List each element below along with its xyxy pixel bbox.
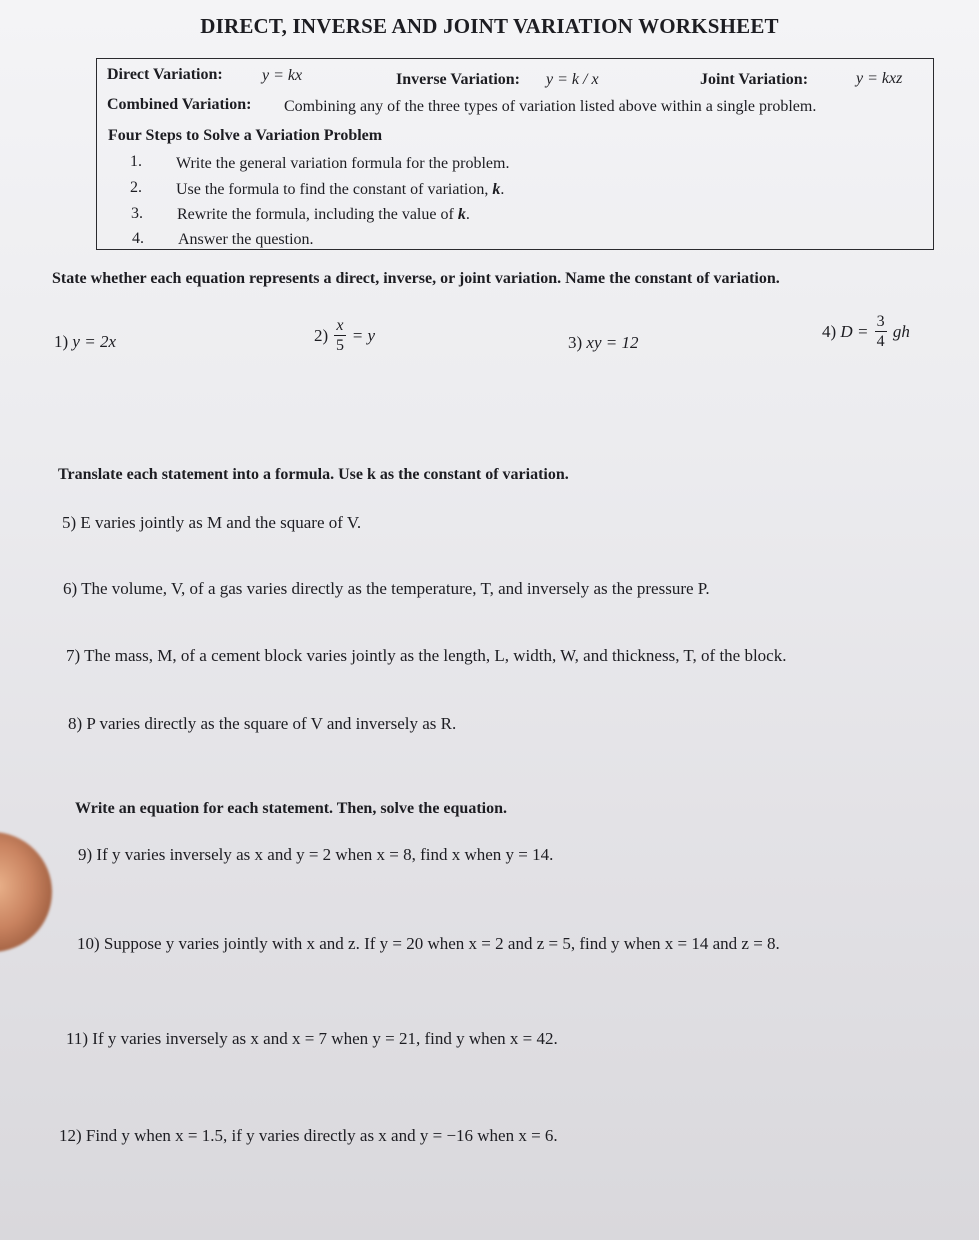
step-number: 1. [130, 153, 142, 170]
worksheet-title: DIRECT, INVERSE AND JOINT VARIATION WORKSHEET [200, 14, 779, 38]
inverse-variation-label: Inverse Variation: [396, 71, 520, 88]
question-10: 10) Suppose y varies jointly with x and z. If y = 20 when x = 2 and z = 5, find y when x = 14 and z = 8. [77, 934, 780, 953]
question-11: 11) If y varies inversely as x and x = 7 when y = 21, find y when x = 42. [66, 1029, 558, 1048]
section1-instruction: State whether each equation represents a direct, inverse, or joint variation. Name the constant of variation. [52, 270, 780, 287]
combined-variation-text: Combining any of the three types of variation listed above within a single problem. [284, 98, 817, 115]
direct-variation-label: Direct Variation: [107, 66, 223, 83]
direct-variation-formula: y = kx [262, 67, 303, 84]
step-text: Rewrite the formula, including the value of k. [177, 206, 470, 223]
step-text: Write the general variation formula for the problem. [176, 155, 510, 172]
combined-variation-label: Combined Variation: [107, 96, 252, 113]
question-4: 4) D = $\frac{3}{4}$ gh [822, 313, 910, 350]
question-6: 6) The volume, V, of a gas varies directly as the temperature, T, and inversely as the pressure P. [63, 579, 710, 598]
joint-variation-label: Joint Variation: [700, 71, 809, 88]
step-number: 3. [131, 205, 143, 222]
joint-variation-formula: y = kxz [856, 70, 903, 87]
step-number: 2. [130, 179, 142, 196]
question-8: 8) P varies directly as the square of V and inversely as R. [68, 714, 457, 733]
step-number: 4. [132, 230, 144, 247]
question-12: 12) Find y when x = 1.5, if y varies directly as x and y = −16 when x = 6. [59, 1126, 558, 1145]
inverse-variation-formula: y = k / x [546, 71, 599, 88]
question-7: 7) The mass, M, of a cement block varies jointly as the length, L, width, W, and thickness, T, of the block. [66, 646, 787, 665]
thumb-finger [0, 832, 52, 952]
section2-instruction: Translate each statement into a formula. Use k as the constant of variation. [58, 466, 569, 483]
step-text: Use the formula to find the constant of variation, k. [176, 181, 505, 198]
question-2: 2) $\frac{x}{5}$ = y [314, 317, 376, 354]
steps-heading: Four Steps to Solve a Variation Problem [108, 127, 383, 144]
question-5: 5) E varies jointly as M and the square of V. [62, 513, 362, 532]
question-1: 1) y = 2x [54, 332, 116, 351]
step-text: Answer the question. [178, 231, 314, 248]
question-9: 9) If y varies inversely as x and y = 2 when x = 8, find x when y = 14. [78, 845, 554, 864]
section3-instruction: Write an equation for each statement. Then, solve the equation. [75, 800, 507, 817]
question-3: 3) xy = 12 [568, 333, 639, 352]
